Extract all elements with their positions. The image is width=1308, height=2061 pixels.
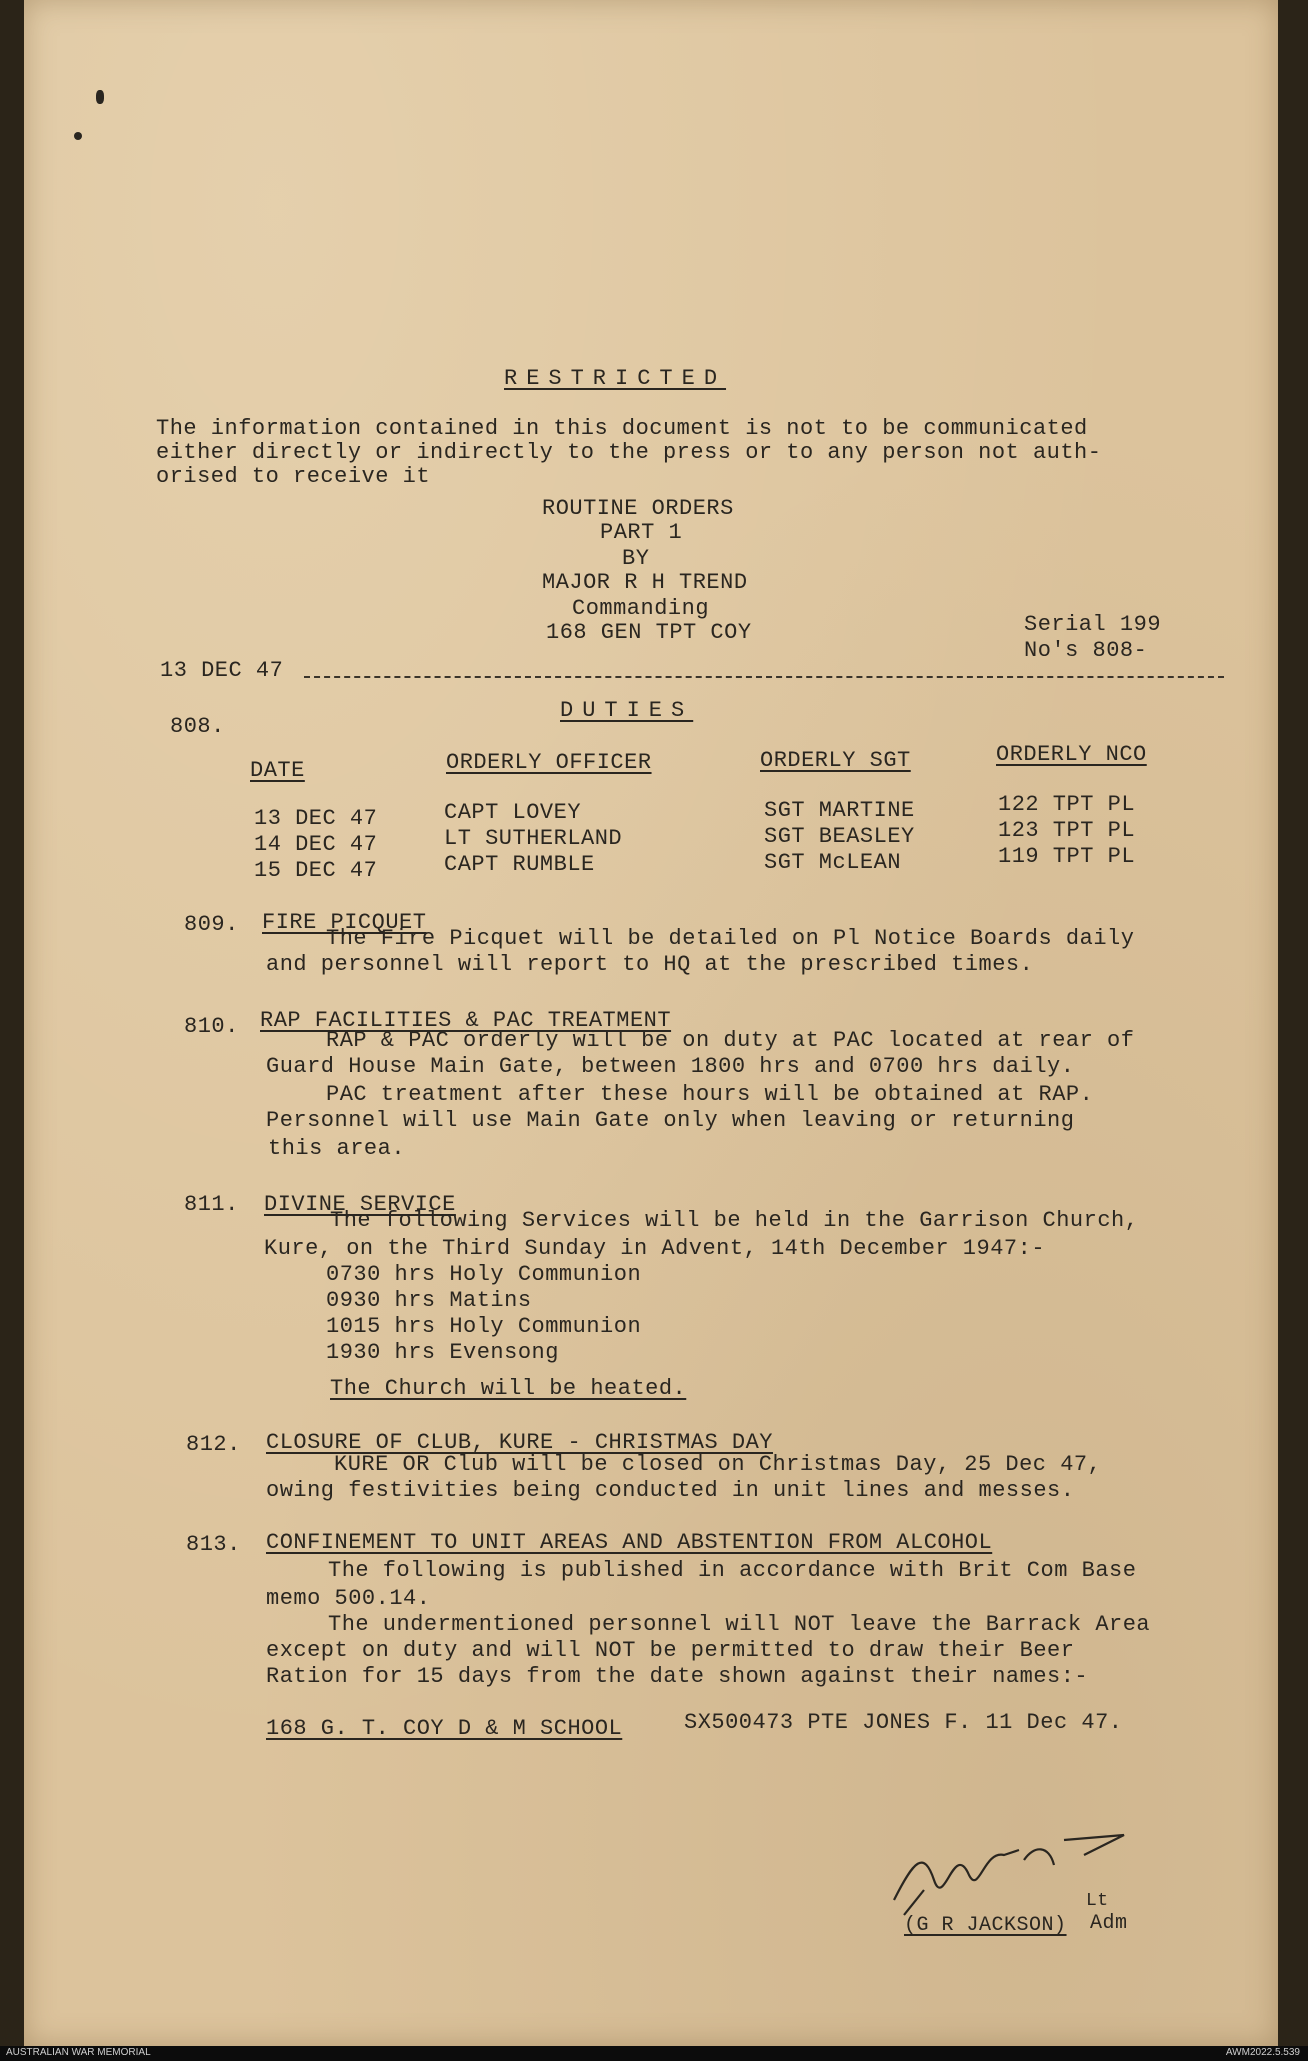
unit-entry: 168 G. T. COY D & M SCHOOL	[266, 1716, 623, 1741]
duty-officer: CAPT LOVEY	[444, 800, 582, 825]
commander-name: MAJOR R H TREND	[542, 570, 748, 595]
duty-sgt: SGT BEASLEY	[764, 824, 915, 849]
serial-number: Serial 199	[1024, 612, 1162, 637]
duty-officer: CAPT RUMBLE	[444, 852, 595, 877]
duty-date: 15 DEC 47	[254, 858, 378, 883]
service-time: 0930 hrs Matins	[326, 1288, 532, 1313]
duty-date: 13 DEC 47	[254, 806, 378, 831]
document-date: 13 DEC 47	[160, 658, 284, 683]
item-text: Personnel will use Main Gate only when leaving or returning	[266, 1108, 1075, 1133]
item-heading: CLOSURE OF CLUB, KURE - CHRISTMAS DAY	[266, 1430, 773, 1455]
item-number: 811.	[184, 1192, 239, 1217]
orders-title: ROUTINE ORDERS	[542, 496, 734, 521]
item-number: 809.	[184, 912, 239, 937]
notice-line: either directly or indirectly to the press or to any person not auth-	[156, 440, 1102, 465]
ink-mark	[74, 132, 82, 140]
signatory-name: (G R JACKSON)	[904, 1914, 1067, 1937]
item-text: and personnel will report to HQ at the prescribed times.	[266, 952, 1034, 977]
item-text: memo 500.14.	[266, 1586, 431, 1611]
service-time: 1930 hrs Evensong	[326, 1340, 559, 1365]
item-text: The following Services will be held in the Garrison Church,	[330, 1208, 1139, 1233]
notice-line: The information contained in this document is not to be communicated	[156, 416, 1088, 441]
archive-footer	[0, 2046, 1308, 2061]
item-text: KURE OR Club will be closed on Christmas Day, 25 Dec 47,	[334, 1452, 1102, 1477]
duties-column-header: ORDERLY SGT	[760, 748, 911, 773]
duty-officer: LT SUTHERLAND	[444, 826, 623, 851]
unit-name: 168 GEN TPT COY	[546, 620, 752, 645]
classification-heading: RESTRICTED	[504, 366, 727, 391]
item-heading: DIVINE SERVICE	[264, 1192, 456, 1217]
item-text: The Fire Picquet will be detailed on Pl Notice Boards daily	[326, 926, 1135, 951]
signatory-rank: Lt	[1086, 1891, 1109, 1911]
item-heading: FIRE PICQUET	[262, 910, 427, 935]
item-text: The Church will be heated.	[330, 1376, 687, 1401]
service-time: 1015 hrs Holy Communion	[326, 1314, 642, 1339]
item-text: The following is published in accordance with Brit Com Base	[328, 1558, 1137, 1583]
item-text: PAC treatment after these hours will be obtained at RAP.	[326, 1082, 1094, 1107]
item-text: Guard House Main Gate, between 1800 hrs and 0700 hrs daily.	[266, 1054, 1075, 1079]
personnel-record: SX500473 PTE JONES F. 11 Dec 47.	[684, 1710, 1123, 1735]
service-time: 0730 hrs Holy Communion	[326, 1262, 642, 1287]
item-number: 812.	[186, 1432, 241, 1457]
duty-nco: 122 TPT PL	[998, 792, 1136, 817]
commander-role: Commanding	[572, 596, 710, 621]
item-heading: RAP FACILITIES & PAC TREATMENT	[260, 1008, 672, 1033]
signatory-appointment: Adm	[1090, 1912, 1128, 1935]
duties-heading: DUTIES	[560, 698, 694, 723]
signature-scribble	[884, 1820, 1164, 1920]
duties-column-header: DATE	[250, 758, 305, 783]
archive-name: AUSTRALIAN WAR MEMORIAL	[6, 2047, 151, 2058]
duty-date: 14 DEC 47	[254, 832, 378, 857]
order-numbers: No's 808-	[1024, 638, 1148, 663]
item-text: Kure, on the Third Sunday in Advent, 14th December 1947:-	[264, 1236, 1046, 1261]
header-divider	[304, 676, 1224, 678]
duties-column-header: ORDERLY OFFICER	[446, 750, 652, 775]
item-text: Ration for 15 days from the date shown against their names:-	[266, 1664, 1089, 1689]
orders-by: BY	[622, 546, 650, 571]
item-number: 810.	[184, 1014, 239, 1039]
duty-nco: 119 TPT PL	[998, 844, 1136, 869]
item-text: RAP & PAC orderly will be on duty at PAC located at rear of	[326, 1028, 1135, 1053]
item-text: owing festivities being conducted in unit lines and messes.	[266, 1478, 1075, 1503]
archive-reference: AWM2022.5.539	[1225, 2047, 1300, 2058]
item-heading: CONFINEMENT TO UNIT AREAS AND ABSTENTION FROM ALCOHOL	[266, 1530, 993, 1555]
item-text: this area.	[268, 1136, 406, 1161]
item-text: The undermentioned personnel will NOT leave the Barrack Area	[328, 1612, 1151, 1637]
duty-sgt: SGT MARTINE	[764, 798, 915, 823]
item-number: 813.	[186, 1532, 241, 1557]
notice-line: orised to receive it	[156, 464, 431, 489]
ink-mark	[96, 90, 104, 104]
orders-part: PART 1	[600, 520, 683, 545]
duty-sgt: SGT McLEAN	[764, 850, 902, 875]
item-number: 808.	[170, 714, 225, 739]
duties-column-header: ORDERLY NCO	[996, 742, 1147, 767]
document-sheet	[24, 0, 1278, 2046]
duty-nco: 123 TPT PL	[998, 818, 1136, 843]
item-text: except on duty and will NOT be permitted to draw their Beer	[266, 1638, 1075, 1663]
